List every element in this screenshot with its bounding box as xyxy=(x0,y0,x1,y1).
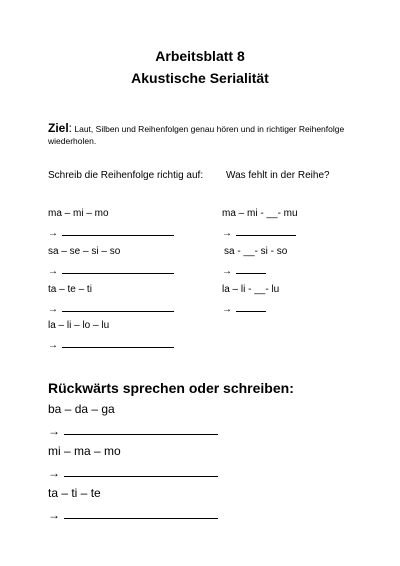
answer-blank[interactable] xyxy=(64,508,218,519)
arrow-icon: → xyxy=(48,466,60,480)
right-item-3: la – li - __- lu xyxy=(222,284,280,295)
left-answer-line-2 xyxy=(48,264,174,277)
right-answer-line-3 xyxy=(222,302,266,315)
right-answer-line-2 xyxy=(222,264,266,277)
answer-blank[interactable] xyxy=(62,338,174,348)
right-answer-line-1 xyxy=(222,226,296,239)
arrow-icon: → xyxy=(222,266,232,277)
answer-blank[interactable] xyxy=(64,424,218,435)
reverse-answer-line-3 xyxy=(48,508,218,522)
reverse-item-2: mi – ma – mo xyxy=(48,444,121,458)
reverse-item-1: ba – da – ga xyxy=(48,402,115,416)
section-title: Rückwärts sprechen oder schreiben: xyxy=(48,380,294,396)
worksheet-subtitle: Akustische Serialität xyxy=(131,70,269,86)
reverse-answer-line-2 xyxy=(48,466,218,480)
answer-blank[interactable] xyxy=(62,302,174,312)
left-answer-line-1 xyxy=(48,226,174,239)
arrow-icon: → xyxy=(48,304,58,315)
left-item-3: ta – te – ti xyxy=(48,284,92,295)
goal-paragraph xyxy=(48,122,368,147)
arrow-icon: → xyxy=(222,304,232,315)
arrow-icon: → xyxy=(48,424,60,438)
left-item-4: la – li – lo – lu xyxy=(48,320,110,331)
arrow-icon: → xyxy=(48,340,58,351)
answer-blank[interactable] xyxy=(236,302,266,312)
answer-blank[interactable] xyxy=(62,226,174,236)
answer-blank[interactable] xyxy=(62,264,174,274)
instruction-right: Was fehlt in der Reihe? xyxy=(226,170,330,181)
left-answer-line-4 xyxy=(48,338,174,351)
reverse-item-3: ta – ti – te xyxy=(48,486,101,500)
left-item-2: sa – se – si – so xyxy=(48,246,121,257)
worksheet-title: Arbeitsblatt 8 xyxy=(155,48,245,64)
left-item-1: ma – mi – mo xyxy=(48,208,109,219)
arrow-icon: → xyxy=(48,266,58,277)
arrow-icon: → xyxy=(48,228,58,239)
reverse-answer-line-1 xyxy=(48,424,218,438)
arrow-icon: → xyxy=(48,508,60,522)
right-item-2: sa - __- si - so xyxy=(224,246,288,257)
left-answer-line-3 xyxy=(48,302,174,315)
answer-blank[interactable] xyxy=(64,466,218,477)
right-item-1: ma – mi - __- mu xyxy=(222,208,298,219)
instruction-left: Schreib die Reihenfolge richtig auf: xyxy=(48,170,204,181)
answer-blank[interactable] xyxy=(236,226,296,236)
goal-label: Ziel xyxy=(48,121,69,135)
goal-colon: : xyxy=(68,121,73,135)
goal-text: Laut, Silben und Reihenfolgen genau hören und in richtiger Reihenfolge wiederholen. xyxy=(48,124,345,146)
answer-blank[interactable] xyxy=(236,264,266,274)
arrow-icon: → xyxy=(222,228,232,239)
